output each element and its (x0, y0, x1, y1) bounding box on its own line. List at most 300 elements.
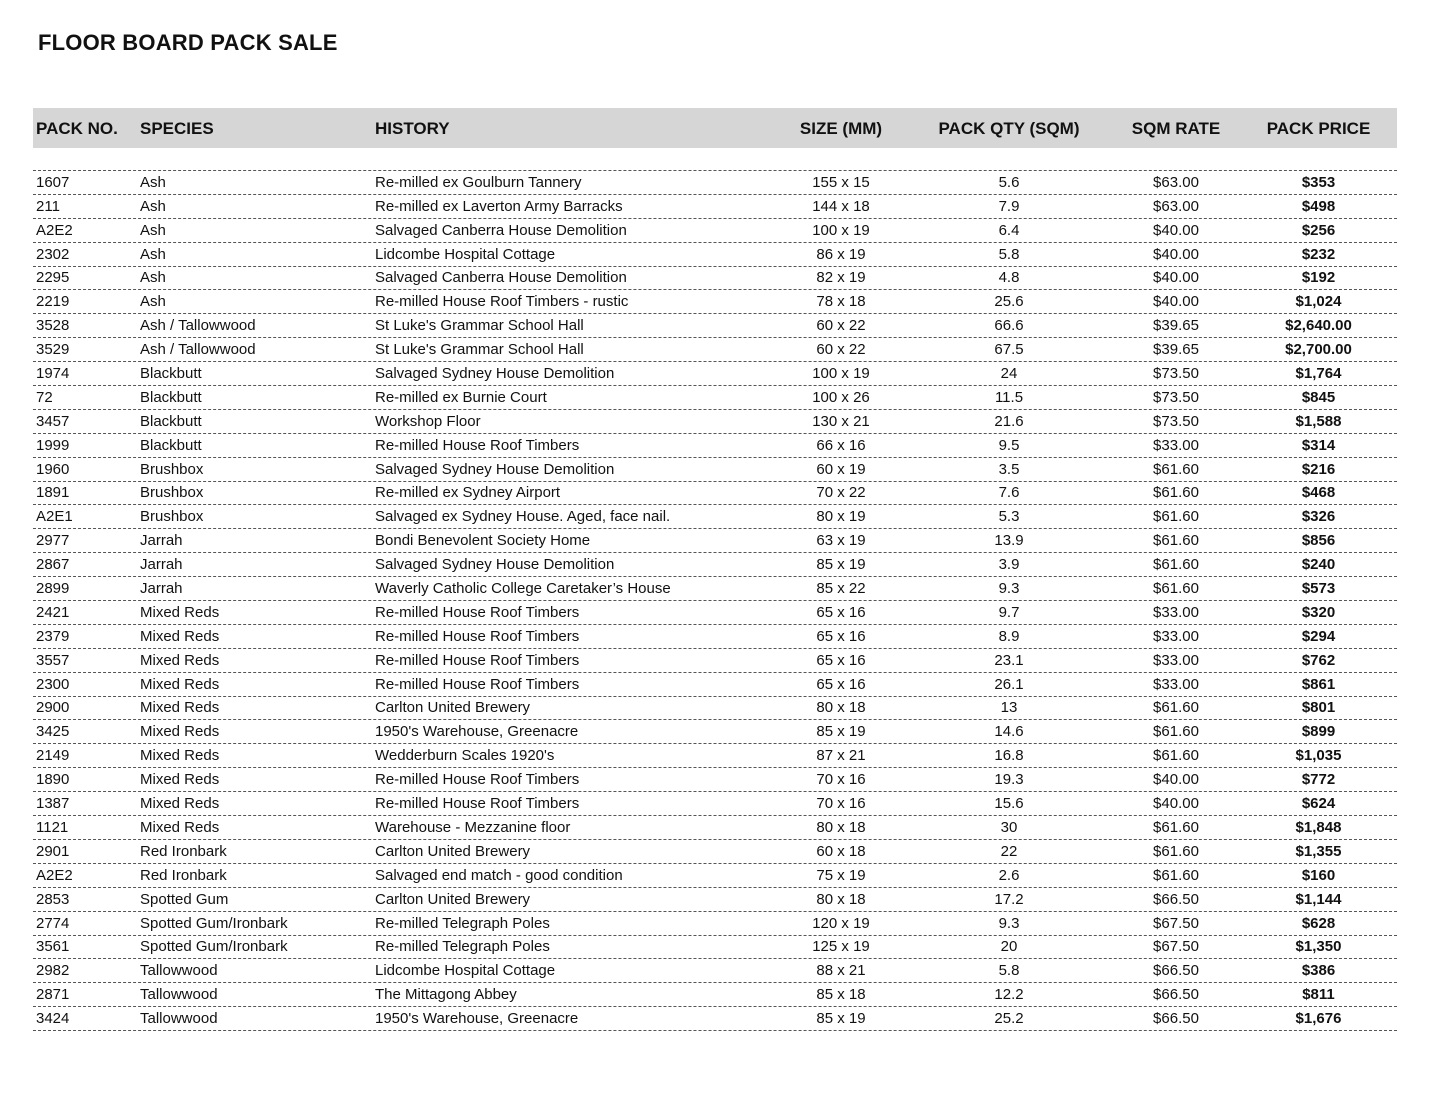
species-cell: Red Ironbark (140, 866, 227, 884)
sqm-rate-cell: $73.50 (1153, 388, 1199, 406)
species-cell: Mixed Reds (140, 795, 220, 813)
pack-price-cell: $628 (1301, 914, 1336, 932)
history-cell: Waverly Catholic College Caretaker’s House (375, 580, 671, 598)
size-cell: 125 x 19 (812, 938, 870, 956)
pack-price-cell: $232 (1301, 245, 1336, 263)
sqm-rate-cell: $61.60 (1153, 747, 1199, 765)
pack-qty-cell: 21.6 (994, 412, 1024, 430)
sqm-rate-cell: $61.60 (1153, 508, 1199, 526)
size-cell: 60 x 19 (816, 460, 866, 478)
table-row (33, 219, 1397, 243)
sqm-rate-cell: $66.50 (1153, 890, 1199, 908)
pack-no-cell: A2E2 (36, 866, 73, 884)
pack-price-cell: $498 (1301, 197, 1336, 215)
pack-no-cell: 1891 (36, 484, 70, 502)
species-cell: Mixed Reds (140, 603, 220, 621)
pack-no-cell: 3557 (36, 651, 70, 669)
sqm-rate-cell: $33.00 (1153, 675, 1199, 693)
table-row (33, 386, 1397, 410)
species-cell: Tallowwood (140, 986, 218, 1004)
species-cell: Ash (140, 197, 166, 215)
page-title: FLOOR BOARD PACK SALE (38, 30, 338, 55)
sqm-rate-cell: $73.50 (1153, 365, 1199, 383)
history-cell: Wedderburn Scales 1920's (375, 747, 555, 765)
size-cell: 60 x 22 (816, 341, 866, 359)
pack-price-cell: $1,035 (1295, 747, 1342, 765)
pack-no-cell: 2867 (36, 556, 70, 574)
table-row (33, 362, 1397, 386)
species-cell: Ash (140, 245, 166, 263)
pack-price-cell: $845 (1301, 388, 1336, 406)
table-body (33, 171, 1397, 1031)
species-cell: Mixed Reds (140, 627, 220, 645)
pack-qty-cell: 9.7 (998, 603, 1020, 621)
species-cell: Blackbutt (140, 388, 202, 406)
table-row (33, 529, 1397, 553)
pack-price-cell: $386 (1301, 962, 1336, 980)
history-cell: Carlton United Brewery (375, 890, 531, 908)
pack-qty-cell: 14.6 (994, 723, 1024, 741)
pack-qty-cell: 2.6 (998, 866, 1020, 884)
size-cell: 60 x 22 (816, 317, 866, 335)
pack-price-cell: $1,355 (1295, 842, 1342, 860)
history-cell: The Mittagong Abbey (375, 986, 517, 1004)
pack-price-cell: $811 (1302, 986, 1335, 1004)
history-cell: 1950's Warehouse, Greenacre (375, 723, 579, 741)
pack-price-cell: $573 (1301, 580, 1336, 598)
pack-no-cell: 2982 (36, 962, 70, 980)
size-cell: 85 x 19 (816, 556, 866, 574)
pack-price-cell: $801 (1301, 699, 1336, 717)
pack-qty-cell: 5.6 (998, 173, 1020, 191)
table-row (33, 577, 1397, 601)
pack-price-cell: $1,848 (1295, 818, 1342, 836)
pack-no-cell: 2149 (36, 747, 70, 765)
table-row (33, 267, 1397, 291)
header-pack-qty: PACK QTY (SQM) (938, 118, 1080, 138)
history-cell: Warehouse - Mezzanine floor (375, 818, 571, 836)
table-row (33, 673, 1397, 697)
pack-no-cell: 2901 (36, 842, 70, 860)
table-row (33, 864, 1397, 888)
pack-no-cell: 3424 (36, 1010, 70, 1028)
pack-qty-cell: 6.4 (998, 221, 1020, 239)
species-cell: Tallowwood (140, 962, 218, 980)
pack-price-cell: $1,764 (1295, 365, 1342, 383)
pack-qty-cell: 3.5 (998, 460, 1020, 478)
pack-no-cell: 72 (36, 388, 53, 406)
species-cell: Spotted Gum/Ironbark (140, 938, 288, 956)
pack-no-cell: 3561 (36, 938, 70, 956)
pack-no-cell: 2219 (36, 293, 70, 311)
history-cell: Salvaged Sydney House Demolition (375, 556, 615, 574)
pack-price-cell: $856 (1301, 532, 1336, 550)
species-cell: Mixed Reds (140, 723, 220, 741)
sqm-rate-cell: $73.50 (1153, 412, 1199, 430)
pack-qty-cell: 9.3 (998, 580, 1020, 598)
pack-qty-cell: 23.1 (994, 651, 1024, 669)
pack-no-cell: 2774 (36, 914, 70, 932)
table-row (33, 816, 1397, 840)
size-cell: 65 x 16 (816, 603, 866, 621)
sqm-rate-cell: $66.50 (1153, 1010, 1199, 1028)
table-row (33, 482, 1397, 506)
header-species: SPECIES (140, 118, 214, 138)
size-cell: 75 x 19 (816, 866, 866, 884)
size-cell: 100 x 19 (812, 365, 870, 383)
pack-price-cell: $624 (1301, 795, 1336, 813)
size-cell: 86 x 19 (816, 245, 866, 263)
size-cell: 65 x 16 (816, 627, 866, 645)
table-row (33, 195, 1397, 219)
pack-price-cell: $899 (1301, 723, 1336, 741)
pack-no-cell: 1960 (36, 460, 70, 478)
pack-no-cell: 2421 (36, 603, 70, 621)
species-cell: Jarrah (140, 580, 183, 598)
pack-no-cell: 3457 (36, 412, 70, 430)
history-cell: Carlton United Brewery (375, 842, 531, 860)
species-cell: Mixed Reds (140, 818, 220, 836)
pack-price-cell: $468 (1301, 484, 1336, 502)
sqm-rate-cell: $40.00 (1153, 245, 1199, 263)
table-row (33, 553, 1397, 577)
species-cell: Blackbutt (140, 412, 202, 430)
pack-qty-cell: 30 (1000, 818, 1018, 836)
sqm-rate-cell: $33.00 (1153, 603, 1199, 621)
species-cell: Spotted Gum/Ironbark (140, 914, 288, 932)
history-cell: Re-milled House Roof Timbers (375, 603, 580, 621)
sqm-rate-cell: $39.65 (1153, 317, 1199, 335)
pack-no-cell: 1974 (36, 365, 70, 383)
sqm-rate-cell: $40.00 (1153, 771, 1199, 789)
pack-price-cell: $1,024 (1295, 293, 1342, 311)
history-cell: Re-milled ex Sydney Airport (375, 484, 561, 502)
pack-qty-cell: 67.5 (994, 341, 1024, 359)
size-cell: 80 x 19 (816, 508, 866, 526)
pack-qty-cell: 15.6 (994, 795, 1024, 813)
size-cell: 88 x 21 (816, 962, 866, 980)
history-cell: Lidcombe Hospital Cottage (375, 962, 556, 980)
size-cell: 80 x 18 (816, 818, 866, 836)
pack-price-cell: $216 (1301, 460, 1336, 478)
header-size: SIZE (MM) (799, 118, 883, 138)
header-sqm-rate: SQM RATE (1131, 118, 1221, 138)
table-row (33, 983, 1397, 1007)
sqm-rate-cell: $40.00 (1153, 221, 1199, 239)
pack-qty-cell: 24 (1000, 365, 1018, 383)
pack-no-cell: 2853 (36, 890, 70, 908)
pack-no-cell: 3528 (36, 317, 70, 335)
pack-price-cell: $2,640.00 (1285, 317, 1352, 335)
pack-qty-cell: 25.2 (994, 1010, 1024, 1028)
species-cell: Mixed Reds (140, 771, 220, 789)
pack-qty-cell: 9.3 (998, 914, 1020, 932)
species-cell: Spotted Gum (140, 890, 229, 908)
pack-sale-table (33, 108, 1397, 1031)
table-row (33, 720, 1397, 744)
pack-no-cell: 211 (36, 197, 60, 215)
size-cell: 78 x 18 (816, 293, 866, 311)
history-cell: Salvaged Canberra House Demolition (375, 269, 627, 287)
history-cell: Re-milled Telegraph Poles (375, 914, 550, 932)
pack-qty-cell: 4.8 (998, 269, 1020, 287)
pack-no-cell: 2300 (36, 675, 70, 693)
species-cell: Brushbox (140, 484, 204, 502)
table-row (33, 1007, 1397, 1031)
size-cell: 65 x 16 (816, 675, 866, 693)
history-cell: 1950's Warehouse, Greenacre (375, 1010, 579, 1028)
sqm-rate-cell: $66.50 (1153, 986, 1199, 1004)
pack-qty-cell: 9.5 (998, 436, 1020, 454)
history-cell: St Luke's Grammar School Hall (375, 317, 584, 335)
pack-price-cell: $1,144 (1295, 890, 1342, 908)
size-cell: 144 x 18 (812, 197, 870, 215)
pack-price-cell: $1,676 (1295, 1010, 1342, 1028)
size-cell: 130 x 21 (812, 412, 870, 430)
size-cell: 80 x 18 (816, 699, 866, 717)
table-row (33, 959, 1397, 983)
history-cell: Re-milled House Roof Timbers (375, 795, 580, 813)
history-cell: Re-milled House Roof Timbers - rustic (375, 293, 629, 311)
header-spacer (33, 148, 1397, 171)
header-pack-price: PACK PRICE (1266, 118, 1371, 138)
history-cell: Re-milled House Roof Timbers (375, 675, 580, 693)
pack-no-cell: 3529 (36, 341, 70, 359)
history-cell: Re-milled Telegraph Poles (375, 938, 550, 956)
pack-no-cell: 2295 (36, 269, 70, 287)
pack-qty-cell: 22 (1000, 842, 1018, 860)
size-cell: 85 x 22 (816, 580, 866, 598)
size-cell: 85 x 18 (816, 986, 866, 1004)
history-cell: Bondi Benevolent Society Home (375, 532, 591, 550)
table-row (33, 936, 1397, 960)
pack-qty-cell: 20 (1000, 938, 1018, 956)
sqm-rate-cell: $61.60 (1153, 699, 1199, 717)
sqm-rate-cell: $61.60 (1153, 580, 1199, 598)
species-cell: Mixed Reds (140, 699, 220, 717)
table-row (33, 792, 1397, 816)
pack-price-cell: $762 (1301, 651, 1336, 669)
species-cell: Ash / Tallowwood (140, 341, 256, 359)
history-cell: Lidcombe Hospital Cottage (375, 245, 556, 263)
species-cell: Brushbox (140, 460, 204, 478)
size-cell: 70 x 16 (816, 771, 866, 789)
species-cell: Mixed Reds (140, 675, 220, 693)
table-row (33, 505, 1397, 529)
species-cell: Blackbutt (140, 436, 202, 454)
history-cell: Salvaged ex Sydney House. Aged, face nail. (375, 508, 671, 526)
history-cell: Re-milled House Roof Timbers (375, 436, 580, 454)
size-cell: 60 x 18 (816, 842, 866, 860)
species-cell: Jarrah (140, 532, 183, 550)
pack-no-cell: A2E1 (36, 508, 73, 526)
table-row (33, 458, 1397, 482)
pack-price-cell: $772 (1301, 771, 1336, 789)
pack-no-cell: 2899 (36, 580, 70, 598)
pack-qty-cell: 3.9 (998, 556, 1020, 574)
history-cell: Re-milled ex Burnie Court (375, 388, 547, 406)
table-row (33, 171, 1397, 195)
sqm-rate-cell: $61.60 (1153, 842, 1199, 860)
size-cell: 100 x 26 (812, 388, 870, 406)
species-cell: Ash (140, 173, 166, 191)
sqm-rate-cell: $40.00 (1153, 269, 1199, 287)
pack-price-cell: $861 (1301, 675, 1336, 693)
history-cell: Re-milled House Roof Timbers (375, 627, 580, 645)
pack-no-cell: 3425 (36, 723, 70, 741)
table-row (33, 290, 1397, 314)
sqm-rate-cell: $61.60 (1153, 818, 1199, 836)
sqm-rate-cell: $33.00 (1153, 627, 1199, 645)
sqm-rate-cell: $61.60 (1153, 723, 1199, 741)
table-row (33, 888, 1397, 912)
history-cell: Re-milled House Roof Timbers (375, 771, 580, 789)
pack-price-cell: $1,588 (1295, 412, 1342, 430)
pack-qty-cell: 66.6 (994, 317, 1024, 335)
history-cell: Salvaged end match - good condition (375, 866, 623, 884)
pack-qty-cell: 7.6 (998, 484, 1020, 502)
sqm-rate-cell: $67.50 (1153, 938, 1199, 956)
pack-no-cell: 2302 (36, 245, 70, 263)
pack-no-cell: A2E2 (36, 221, 73, 239)
pack-qty-cell: 12.2 (994, 986, 1024, 1004)
pack-no-cell: 1607 (36, 173, 70, 191)
table-row (33, 625, 1397, 649)
history-cell: Re-milled House Roof Timbers (375, 651, 580, 669)
history-cell: Re-milled ex Laverton Army Barracks (375, 197, 623, 215)
species-cell: Mixed Reds (140, 651, 220, 669)
pack-no-cell: 1387 (36, 795, 70, 813)
pack-no-cell: 1121 (36, 818, 69, 836)
sqm-rate-cell: $61.60 (1153, 532, 1199, 550)
species-cell: Tallowwood (140, 1010, 218, 1028)
pack-qty-cell: 11.5 (994, 388, 1024, 406)
table-row (33, 410, 1397, 434)
pack-no-cell: 1999 (36, 436, 70, 454)
pack-price-cell: $314 (1301, 436, 1336, 454)
pack-price-cell: $294 (1301, 627, 1336, 645)
species-cell: Mixed Reds (140, 747, 220, 765)
table-row (33, 601, 1397, 625)
pack-qty-cell: 8.9 (998, 627, 1020, 645)
size-cell: 87 x 21 (816, 747, 866, 765)
pack-price-cell: $326 (1301, 508, 1336, 526)
table-row (33, 840, 1397, 864)
pack-qty-cell: 13 (1000, 699, 1018, 717)
sqm-rate-cell: $66.50 (1153, 962, 1199, 980)
sqm-rate-cell: $40.00 (1153, 795, 1199, 813)
size-cell: 120 x 19 (812, 914, 870, 932)
table-row (33, 243, 1397, 267)
size-cell: 65 x 16 (816, 651, 866, 669)
header-history: HISTORY (375, 118, 450, 138)
sqm-rate-cell: $61.60 (1153, 866, 1199, 884)
species-cell: Ash (140, 269, 166, 287)
pack-price-cell: $353 (1301, 173, 1336, 191)
pack-no-cell: 1890 (36, 771, 70, 789)
species-cell: Jarrah (140, 556, 183, 574)
size-cell: 85 x 19 (816, 1010, 866, 1028)
pack-price-cell: $192 (1301, 269, 1336, 287)
history-cell: St Luke's Grammar School Hall (375, 341, 584, 359)
pack-qty-cell: 5.8 (998, 245, 1020, 263)
pack-price-cell: $1,350 (1295, 938, 1342, 956)
history-cell: Re-milled ex Goulburn Tannery (375, 173, 582, 191)
sqm-rate-cell: $67.50 (1153, 914, 1199, 932)
pack-qty-cell: 5.3 (998, 508, 1020, 526)
sqm-rate-cell: $63.00 (1153, 173, 1199, 191)
history-cell: Salvaged Sydney House Demolition (375, 365, 615, 383)
table-row (33, 744, 1397, 768)
size-cell: 85 x 19 (816, 723, 866, 741)
pack-price-cell: $2,700.00 (1285, 341, 1352, 359)
pack-qty-cell: 13.9 (994, 532, 1024, 550)
size-cell: 70 x 22 (816, 484, 866, 502)
history-cell: Salvaged Canberra House Demolition (375, 221, 627, 239)
size-cell: 66 x 16 (816, 436, 866, 454)
pack-qty-cell: 26.1 (994, 675, 1024, 693)
pack-price-cell: $160 (1301, 866, 1336, 884)
sqm-rate-cell: $33.00 (1153, 651, 1199, 669)
pack-no-cell: 2379 (36, 627, 70, 645)
sqm-rate-cell: $33.00 (1153, 436, 1199, 454)
sqm-rate-cell: $61.60 (1153, 484, 1199, 502)
pack-price-cell: $240 (1301, 556, 1336, 574)
history-cell: Workshop Floor (375, 412, 481, 430)
pack-qty-cell: 17.2 (994, 890, 1024, 908)
pack-qty-cell: 5.8 (998, 962, 1020, 980)
size-cell: 155 x 15 (812, 173, 870, 191)
pack-no-cell: 2871 (36, 986, 70, 1004)
pack-qty-cell: 25.6 (994, 293, 1024, 311)
sqm-rate-cell: $39.65 (1153, 341, 1199, 359)
species-cell: Ash (140, 293, 166, 311)
pack-no-cell: 2900 (36, 699, 70, 717)
pack-no-cell: 2977 (36, 532, 70, 550)
table-row (33, 434, 1397, 458)
species-cell: Ash (140, 221, 166, 239)
table-row (33, 768, 1397, 792)
sqm-rate-cell: $63.00 (1153, 197, 1199, 215)
pack-qty-cell: 16.8 (994, 747, 1024, 765)
history-cell: Carlton United Brewery (375, 699, 531, 717)
table-row (33, 912, 1397, 936)
table-header (33, 108, 1397, 148)
species-cell: Red Ironbark (140, 842, 227, 860)
pack-qty-cell: 19.3 (994, 771, 1024, 789)
size-cell: 70 x 16 (816, 795, 866, 813)
size-cell: 100 x 19 (812, 221, 870, 239)
size-cell: 82 x 19 (816, 269, 866, 287)
sqm-rate-cell: $61.60 (1153, 556, 1199, 574)
history-cell: Salvaged Sydney House Demolition (375, 460, 615, 478)
table-row (33, 338, 1397, 362)
species-cell: Brushbox (140, 508, 204, 526)
pack-price-cell: $320 (1301, 603, 1336, 621)
pack-price-cell: $256 (1301, 221, 1336, 239)
table-row (33, 314, 1397, 338)
table-row (33, 649, 1397, 673)
table-row (33, 697, 1397, 721)
sqm-rate-cell: $40.00 (1153, 293, 1199, 311)
size-cell: 80 x 18 (816, 890, 866, 908)
pack-qty-cell: 7.9 (998, 197, 1020, 215)
header-pack-no: PACK NO. (36, 118, 118, 138)
size-cell: 63 x 19 (816, 532, 866, 550)
sqm-rate-cell: $61.60 (1153, 460, 1199, 478)
species-cell: Blackbutt (140, 365, 202, 383)
species-cell: Ash / Tallowwood (140, 317, 256, 335)
